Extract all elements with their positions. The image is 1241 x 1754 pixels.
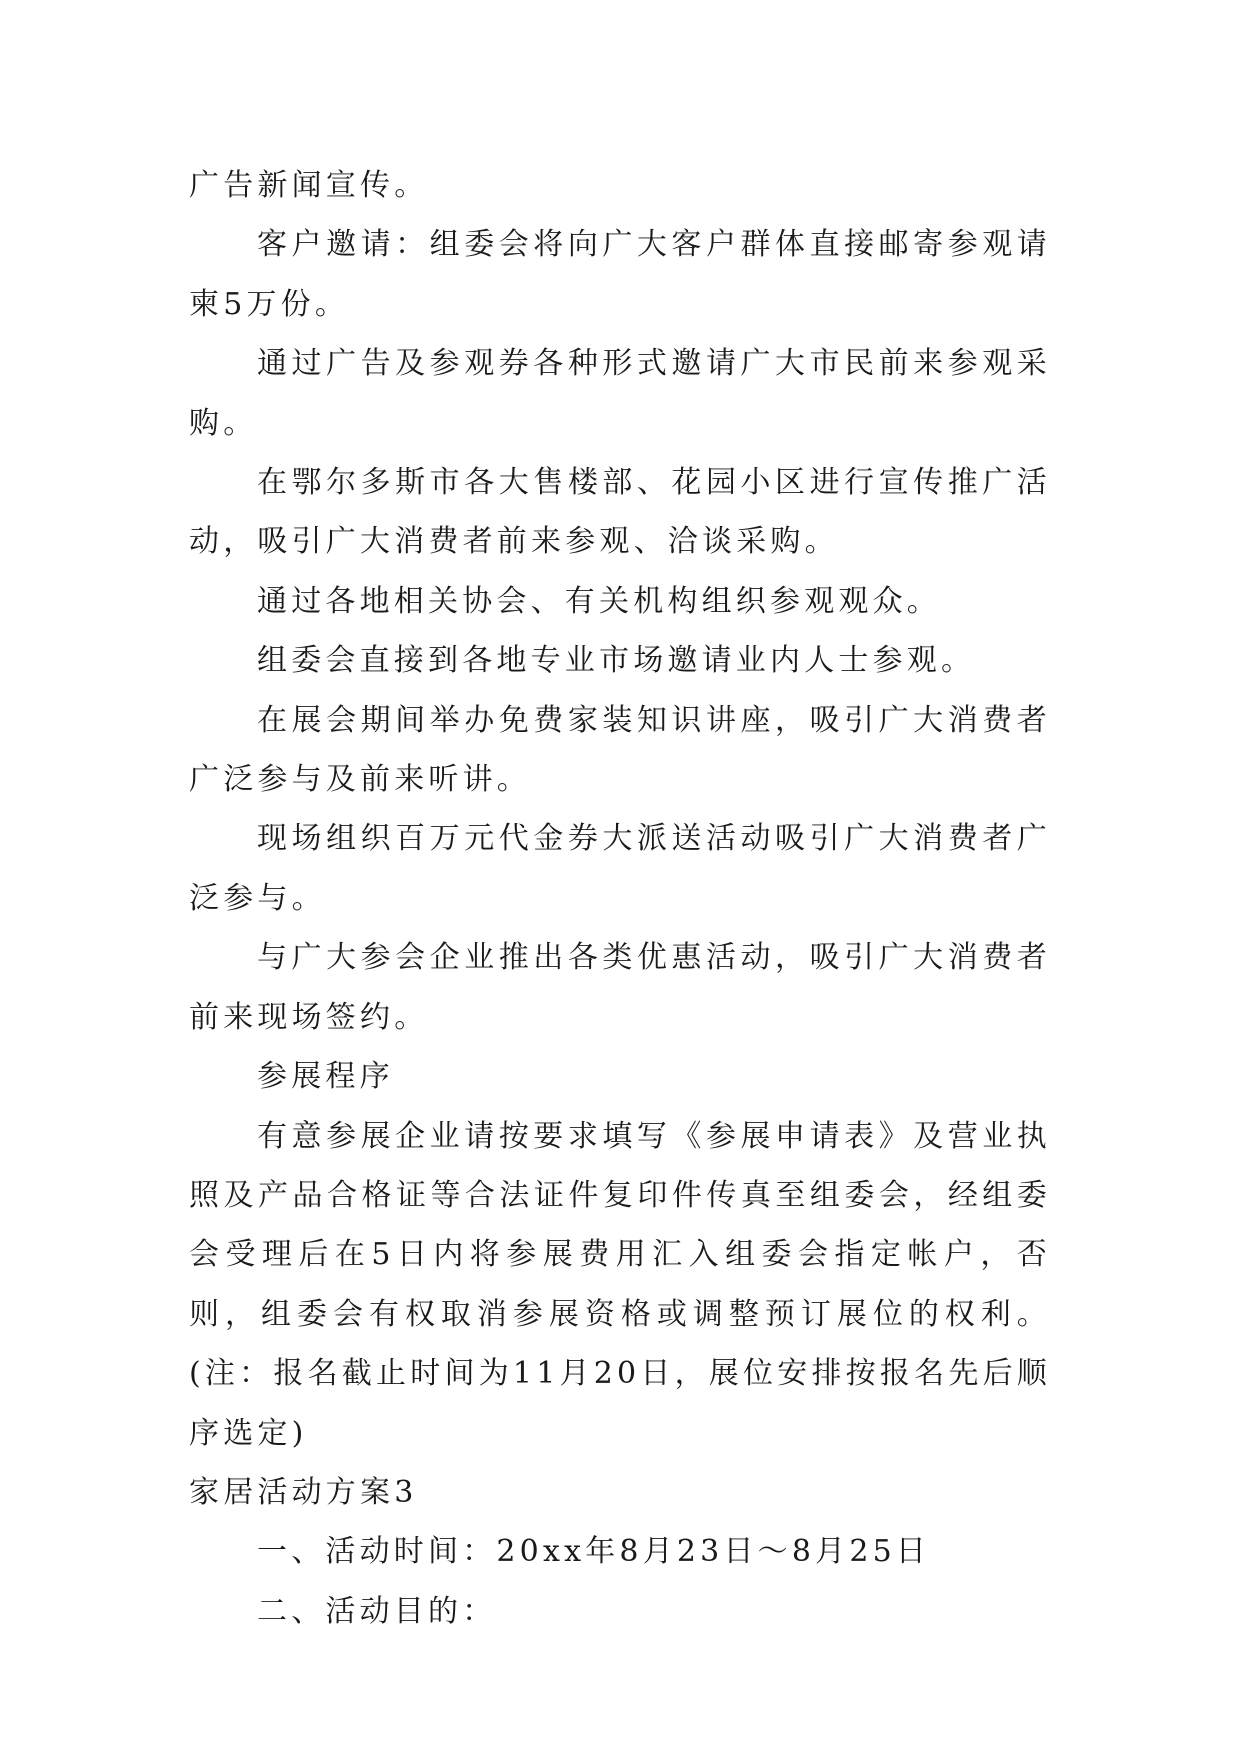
paragraph-lectures: 在展会期间举办免费家装知识讲座，吸引广大消费者广泛参与及前来听讲。	[189, 702, 1051, 798]
paragraph-promotions: 与广大参会企业推出各类优惠活动，吸引广大消费者前来现场签约。	[189, 940, 1051, 1035]
paragraph-ad-tickets: 通过广告及参观券各种形式邀请广大市民前来参观采购。	[189, 346, 1051, 441]
paragraph-associations: 通过各地相关协会、有关机构组织参观观众。	[257, 583, 941, 619]
paragraph-customer-invite: 客户邀请：组委会将向广大客户群体直接邮寄参观请柬5万份。	[189, 227, 1051, 322]
paragraph-vouchers: 现场组织百万元代金券大派送活动吸引广大消费者广泛参与。	[189, 821, 1051, 916]
paragraph-activity-purpose: 二、活动目的：	[257, 1593, 497, 1629]
paragraph-ad-news: 广告新闻宣传。	[189, 168, 429, 203]
document-body	[189, 156, 1051, 1641]
section-title-plan-3: 家居活动方案3	[189, 1474, 418, 1510]
paragraph-market-invite: 组委会直接到各地专业市场邀请业内人士参观。	[257, 643, 976, 679]
paragraph-ordos-promo: 在鄂尔多斯市各大售楼部、花园小区进行宣传推广活动，吸引广大消费者前来参观、洽谈采购。	[189, 465, 1051, 560]
paragraph-procedure-details: 有意参展企业请按要求填写《参展申请表》及营业执照及产品合格证等合法证件复印件传真至组委会，经组委会受理后在5日内将参展费用汇入组委会指定帐户，否则，组委会有权取消参展资格或调整预订展位的权利。(注：报名截止时间为11月20日，展位安排按报名先后顺序选定)	[189, 1118, 1051, 1451]
paragraph-activity-time: 一、活动时间：20xx年8月23日～8月25日	[257, 1534, 931, 1570]
section-heading-procedure: 参展程序	[257, 1059, 394, 1095]
